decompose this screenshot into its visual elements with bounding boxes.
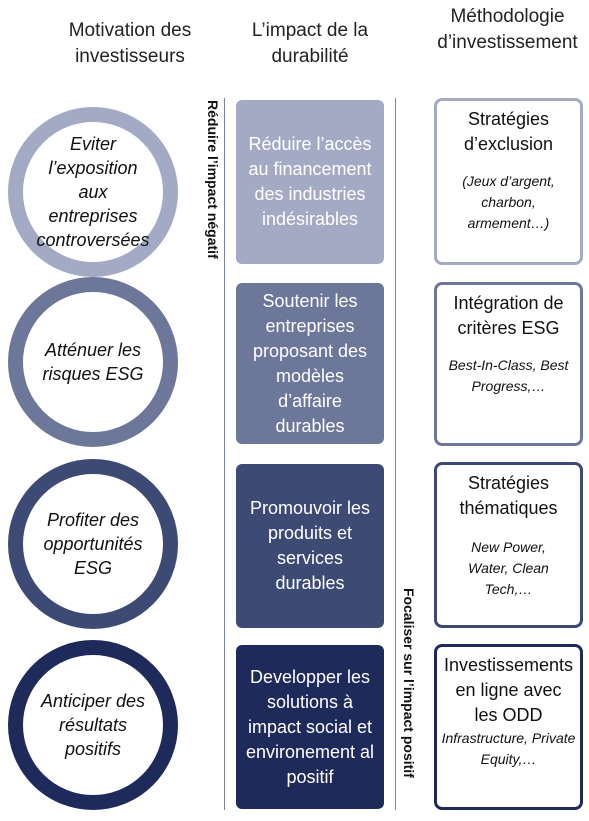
method-examples-3: New Power, Water, Clean Tech,… xyxy=(468,539,549,597)
method-box-1 xyxy=(434,98,583,265)
method-title-4: Investissements en ligne avec les ODD xyxy=(443,655,574,725)
method-title-1: Stratégies d’exclusion xyxy=(463,109,554,154)
impact-text-1: Réduire l’accès au financement des industries indésirables xyxy=(248,134,372,229)
method-examples-2: Best-In-Class, Best Progress,… xyxy=(448,357,569,394)
method-title-2: Intégration de critères ESG xyxy=(453,293,564,338)
motivation-text-3: Profiter des opportunités ESG xyxy=(43,510,143,578)
impact-box-3 xyxy=(236,464,384,628)
separator-left xyxy=(224,98,225,810)
method-title-3: Stratégies thématiques xyxy=(459,473,558,518)
impact-box-1 xyxy=(236,100,384,264)
label-focus-positive-impact: Focaliser sur l’impact positif xyxy=(401,588,417,778)
method-examples-1: (Jeux d’argent, charbon, armement…) xyxy=(462,173,555,231)
motivation-text-2: Atténuer les risques ESG xyxy=(42,340,144,384)
motivation-text-1: Eviter l’exposition aux entreprises controversées xyxy=(36,134,150,250)
label-reduce-negative-impact: Réduire l’impact négatif xyxy=(205,100,221,259)
separator-right xyxy=(395,98,396,810)
header-impact: L’impact de la durabilité xyxy=(251,20,369,67)
motivation-circle-2 xyxy=(8,277,178,447)
method-box-2 xyxy=(434,282,583,446)
motivation-text-4: Anticiper des résultats positifs xyxy=(40,691,146,759)
impact-box-2 xyxy=(236,283,384,444)
method-examples-4: Infrastructure, Private Equity,… xyxy=(441,730,576,767)
impact-text-2: Soutenir les entreprises proposant des modèles d’affaire durables xyxy=(252,290,368,436)
impact-box-4 xyxy=(236,645,384,809)
header-methodology: Méthodologie d’investissement xyxy=(437,6,578,53)
motivation-circle-3 xyxy=(8,459,178,629)
impact-text-3: Promouvoir les produits et services durables xyxy=(249,498,371,593)
motivation-circle-1 xyxy=(8,107,178,277)
header-motivation: Motivation des investisseurs xyxy=(68,20,192,67)
method-box-4 xyxy=(434,644,583,810)
impact-text-4: Developper les solutions à impact social et environement al positif xyxy=(245,666,375,787)
motivation-circle-4 xyxy=(8,640,178,810)
method-box-3 xyxy=(434,462,583,628)
